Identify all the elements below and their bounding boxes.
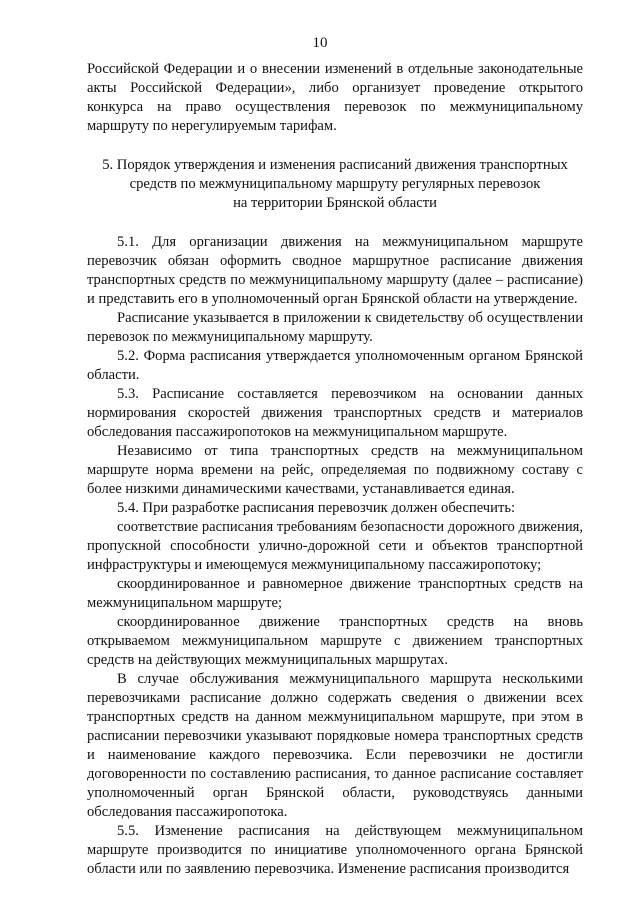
paragraph-time-norm: Независимо от типа транспортных средств на межмуниципальном маршруте норма времени на рейс, определяемая по подвижному составу с более низкими динамическими качествами, устанавливается единая. [87, 443, 583, 497]
paragraph-multiple-carriers: В случае обслуживания межмуниципального маршрута несколькими перевозчиками расписание должно содержать сведения о движении всех транспортных средств на данном межмуниципальном маршруте, при этом в расписании перевозчики указывают порядковые номера транспортных средств и наименование каждого перевозчика. Если перевозчики не достигли договоренности по составлению расписания, то данное расписание составляет уполномоченный орган Брянской области, руководствуясь данными обследования пассажиропотока. [87, 671, 583, 820]
intro-paragraph: Российской Федерации и о внесении изменений в отдельные законодательные акты Российской Федерации», либо организует проведение открытого конкурса на право осуществления перевозок по межмуниципальному маршруту по нерегулируемым тарифам. [87, 61, 583, 134]
paragraph-5-3: 5.3. Расписание составляется перевозчиком на основании данных нормирования скоростей движения транспортных средств и материалов обследования пассажиропотоков на межмуниципальном маршруте. [87, 386, 583, 440]
section-heading-line-1: 5. Порядок утверждения и изменения расписаний движения транспортных [102, 157, 568, 173]
section-heading-line-3: на территории Брянской области [233, 195, 437, 211]
paragraph-5-2: 5.2. Форма расписания утверждается уполномоченным органом Брянской области. [87, 348, 583, 383]
paragraph-coordinated-movement: скоординированное и равномерное движение транспортных средств на межмуниципальном маршруте; [87, 576, 583, 611]
paragraph-5-4: 5.4. При разработке расписания перевозчик должен обеспечить: [117, 500, 516, 516]
page-number: 10 [312, 35, 328, 51]
document-body [87, 60, 583, 879]
section-heading [87, 156, 583, 213]
paragraph-schedule-appendix: Расписание указывается в приложении к свидетельству об осуществлении перевозок по межмуниципальному маршруту. [87, 310, 583, 345]
section-heading-line-2: средств по межмуниципальному маршруту регулярных перевозок [129, 176, 541, 192]
paragraph-safety-compliance: соответствие расписания требованиям безопасности дорожного движения, пропускной способности улично-дорожной сети и объектов транспортной инфраструктуры и имеющемуся межмуниципальному пассажиропотоку; [87, 519, 583, 573]
paragraph-5-5: 5.5. Изменение расписания на действующем межмуниципальном маршруте производится по инициативе уполномоченного органа Брянской области или по заявлению перевозчика. Изменение расписания производится [87, 823, 583, 877]
paragraph-5-1: 5.1. Для организации движения на межмуниципальном маршруте перевозчик обязан оформить сводное маршрутное расписание движения транспортных средств по межмуниципальному маршруту (далее – расписание) и представить его в уполномоченный орган Брянской области на утверждение. [87, 234, 583, 307]
paragraph-new-route-coordination: скоординированное движение транспортных средств на вновь открываемом межмуниципальном маршруте с движением транспортных средств на действующих межмуниципальных маршрутах. [87, 614, 583, 668]
